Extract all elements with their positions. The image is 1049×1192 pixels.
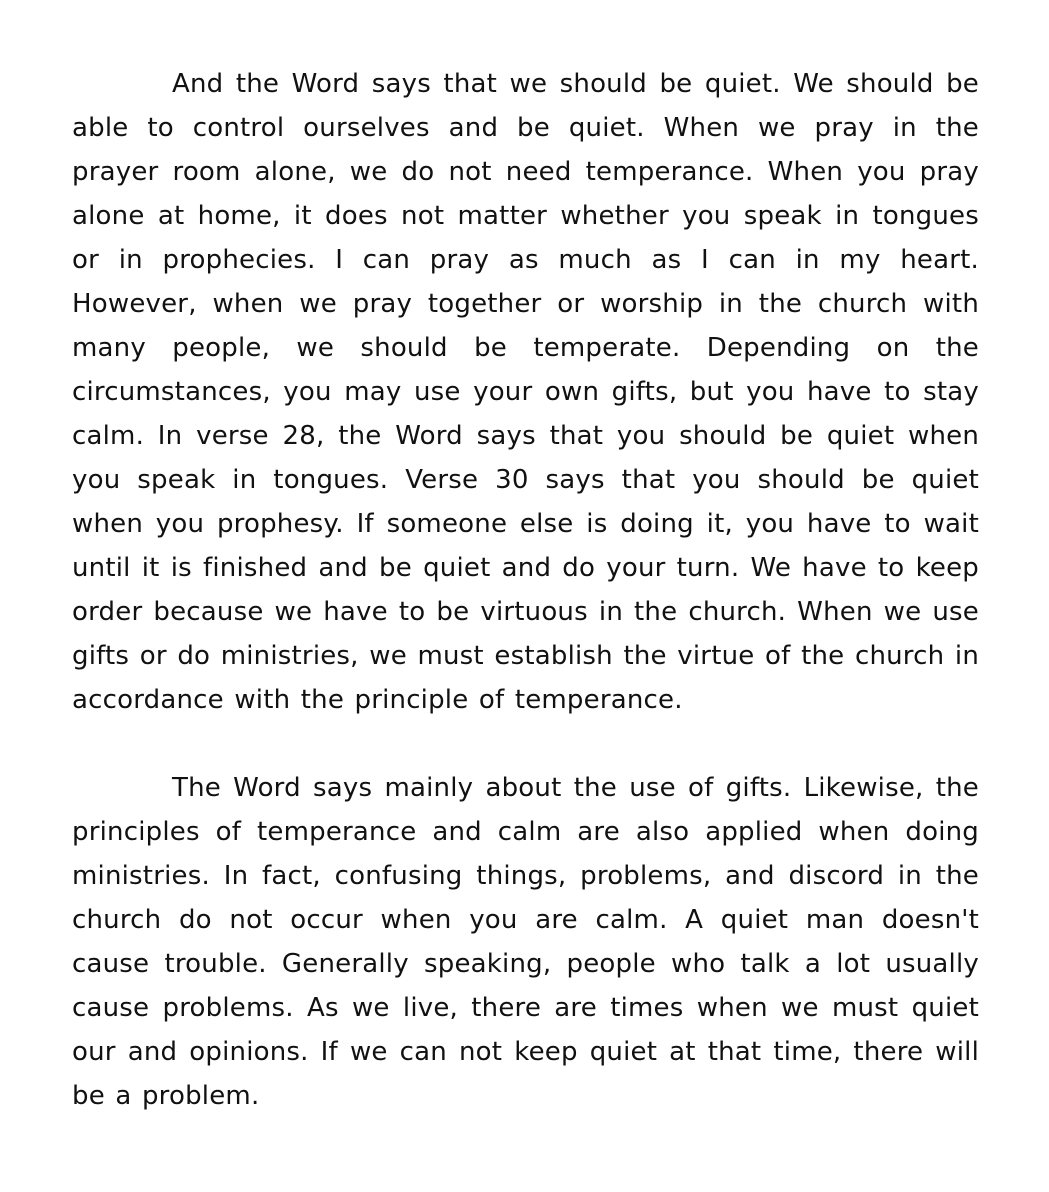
paragraph-1: And the Word says that we should be quiet. We should be able to control ourselves and be quiet. When we pray in the prayer room alone, we do not need temperance. When you pray alone at home, it does not matter whether you speak in tongues or in prophecies. I can pray as much as I can in my heart. However, when we pray together or worship in the church with many people, we should be temperate. Depending on the circumstances, you may use your own gifts, but you have to stay calm. In verse 28, the Word says that you should be quiet when you speak in tongues. Verse 30 says that you should be quiet when you prophesy. If someone else is doing it, you have to wait until it is finished and be quiet and do your turn. We have to keep order because we have to be virtuous in the church. When we use gifts or do ministries, we must establish the virtue of the church in accordance with the principle of temperance. xyxy=(72,69,979,715)
document-page xyxy=(72,62,979,1118)
paragraph-2: The Word says mainly about the use of gifts. Likewise, the principles of temperance and calm are also applied when doing ministries. In fact, confusing things, problems, and discord in the church do not occur when you are calm. A quiet man doesn't cause trouble. Generally speaking, people who talk a lot usually cause problems. As we live, there are times when we must quiet our and opinions. If we can not keep quiet at that time, there will be a problem. xyxy=(72,773,979,1111)
